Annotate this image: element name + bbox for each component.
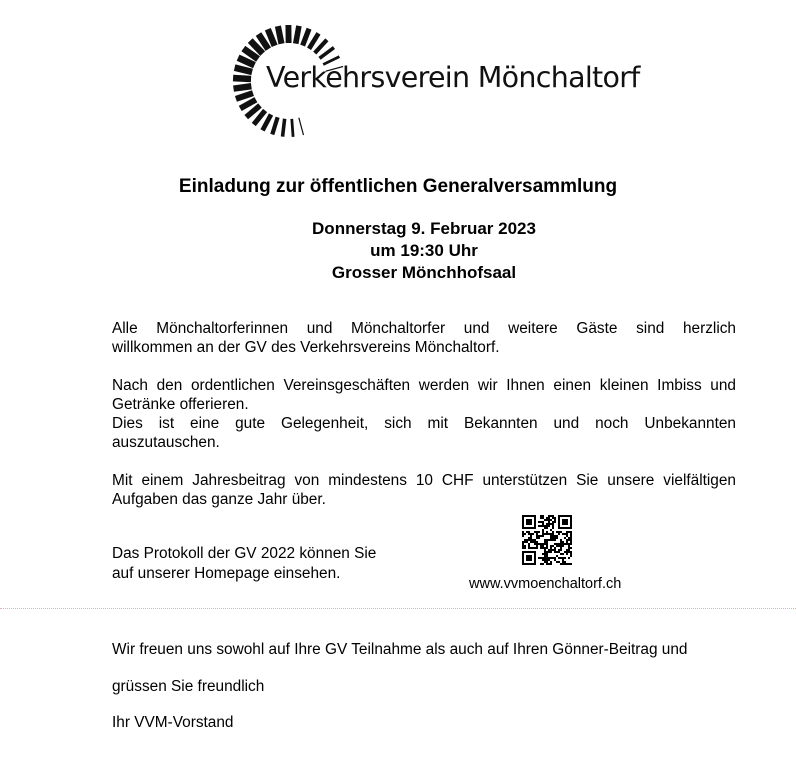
event-details — [0, 218, 796, 284]
event-date: Donnerstag 9. Februar 2023 — [312, 219, 536, 238]
website-link[interactable]: www.vvmoenchaltorf.ch — [469, 576, 622, 592]
protocol-line-2: auf unserer Homepage einsehen. — [112, 565, 341, 582]
logo-ray — [315, 40, 327, 53]
welcome-line-1: Alle Mönchaltorferinnen und Mönchaltorfer und weitere Gäste sind herzlich — [112, 320, 736, 337]
section-divider — [0, 608, 796, 609]
qr-code-icon[interactable] — [522, 515, 572, 565]
welcome-line-2: willkommen an der GV des Verkehrsvereins Mönchaltorf. — [112, 339, 500, 356]
logo-ray — [272, 117, 277, 134]
meet-line-2: auszutauschen. — [112, 434, 220, 451]
logo-ray — [299, 118, 304, 135]
protocol-line-1: Das Protokoll der GV 2022 können Sie — [112, 545, 377, 562]
logo-ray — [296, 26, 299, 44]
logo-ray — [233, 78, 251, 79]
closing-line-1: Wir freuen uns sowohl auf Ihre GV Teilnahme als auch auf Ihren Gönner-Beitrag und — [112, 641, 688, 658]
logo-wordmark: Verkehrsverein Mönchaltorf — [266, 61, 640, 94]
event-time: um 19:30 Uhr — [370, 241, 478, 260]
protocol-note — [112, 544, 376, 584]
logo-ray — [268, 29, 275, 46]
logo-ray — [238, 58, 254, 65]
snack-line-2: Getränke offerieren. — [112, 396, 249, 413]
closing-line-2: grüssen Sie freundlich — [112, 678, 265, 695]
logo-ray — [278, 26, 282, 44]
logo-ray — [283, 119, 285, 137]
invitation-title: Einladung zur öffentlichen Generalversammlung — [178, 176, 618, 197]
logo-ray — [240, 100, 256, 109]
logo-ray — [292, 119, 293, 137]
fee-line-1: Mit einem Jahresbeitrag von mindestens 10 CHF unterstützen Sie unsere vielfältigen — [112, 472, 736, 489]
logo-ray — [234, 86, 252, 88]
signature: Ihr VVM-Vorstand — [112, 714, 234, 731]
snack-line-1: Nach den ordentlichen Vereinsgeschäften werden wir Ihnen einen kleinen Imbiss und — [112, 377, 736, 394]
fee-line-2: Aufgaben das ganze Jahr über. — [112, 491, 326, 508]
event-venue: Grosser Mönchhofsaal — [331, 263, 517, 282]
logo-ray — [309, 33, 318, 48]
logo-ray — [263, 114, 272, 130]
meet-line-1: Dies ist eine gute Gelegenheit, sich mit Bekannten und noch Unbekannten — [112, 415, 736, 432]
logo-ray — [303, 29, 309, 46]
logo-ray — [320, 48, 334, 59]
logo-ray — [236, 93, 253, 99]
logo-ray — [235, 68, 252, 72]
